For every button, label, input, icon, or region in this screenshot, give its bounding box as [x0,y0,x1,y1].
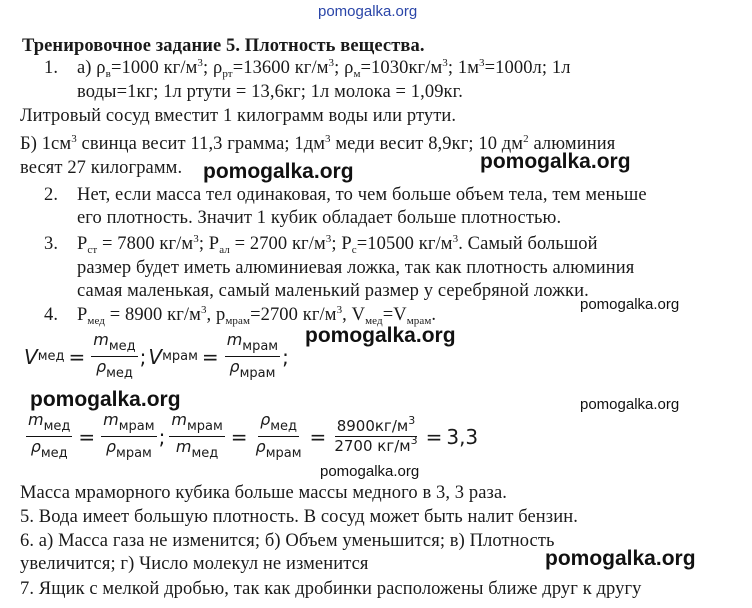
density-ratio-formula: $\frac{m_{мед}}{\rho_{мед}}$ = $\frac{m_{мрам}}{\rho_{мрам}}$ ; $\frac{m_{мрам}}{m_{мед}}$ = $\frac{\rho_{мед}}{\rho_{мрам}}$ = $\frac{8900кг/м^3}{2700 кг/м^3}$ = 3,3 [28,410,479,461]
watermark-8: pomogalka.org [545,547,696,570]
watermark-3: pomogalka.org [580,296,680,313]
item-4-number: 4. [44,305,59,325]
watermark-7: pomogalka.org [320,463,420,480]
page-title: Тренировочное задание 5. Плотность вещества. [22,36,425,56]
item-2-number: 2. [44,185,59,205]
item-2-line-1: Нет, если масса тел одинаковая, то чем больше объем тела, тем меньше [77,185,647,205]
item-1-line-1: а) $\rho_в=1000$ $кг/м^3$; $\rho_{рт}=13600$ $кг/м^3$; $\rho_м=1030кг/м^3$; $1м^3=1000л$; 1л [77,57,571,80]
item-3-line-2: размер будет иметь алюминиевая ложка, так как плотность алюминия [77,258,635,278]
part-b-line-1: Б) $1см^3$ свинца весит 11,3 грамма; $1дм^3$ меди весит 8,9кг; 10 $дм^2$ алюминия [20,133,616,154]
item-5-line: 5. Вода имеет большую плотность. В сосуд может быть налит бензин. [20,507,578,527]
item-7-line: 7. Ящик с мелкой дробью, так как дробинки расположены ближе друг к другу [20,579,642,599]
item-1-line-2: воды=1кг; 1л ртути = 13,6кг; 1л молока = 1,09кг. [77,82,463,102]
part-b-line-2: весят 27 килограмм. [20,158,183,178]
mass-ratio-line: Масса мраморного кубика больше массы медного в 3, 3 раза. [20,483,507,503]
liter-vessel-line: Литровый сосуд вместит 1 килограмм воды или ртути. [20,106,457,126]
item-6-line-2: увеличится; г) Число молекул не изменится [20,554,369,574]
item-2-line-2: его плотность. Значит 1 кубик обладает больше плотностью. [77,208,562,228]
watermark-6: pomogalka.org [580,396,680,413]
watermark-5: pomogalka.org [30,388,181,411]
item-6-line-1: 6. а) Масса газа не изменится; б) Объем уменьшится; в) Плотность [20,531,555,551]
item-1-number: 1. [44,58,59,78]
volume-formula: V мед = $\frac{m_{мед}}{\rho_{мед}}$ ; V мрам = $\frac{m_{мрам}}{\rho_{мрам}}$ ; [24,330,289,381]
item-3-number: 3. [44,234,59,254]
watermark-top: pomogalka.org [318,3,418,20]
watermark-4: pomogalka.org [305,324,456,347]
item-3-line-3: самая маленькая, самый маленький размер у серебряной ложки. [77,281,589,301]
watermark-1: pomogalka.org [203,160,354,183]
watermark-2: pomogalka.org [480,150,631,173]
item-3-line-1: $Р_{ст} = 7800$ $кг/м^3$; $Р_{ал} = 2700$ $кг/м^3$; $Р_с=10500$ $кг/м^3$. Самый большой [77,233,598,256]
item-4-line-1: $Р_{мед} = 8900$ $кг/м^3$, $р_{мрам}=2700$ $кг/м^3$, $V_{мед}=V_{мрам}$. [77,304,437,327]
